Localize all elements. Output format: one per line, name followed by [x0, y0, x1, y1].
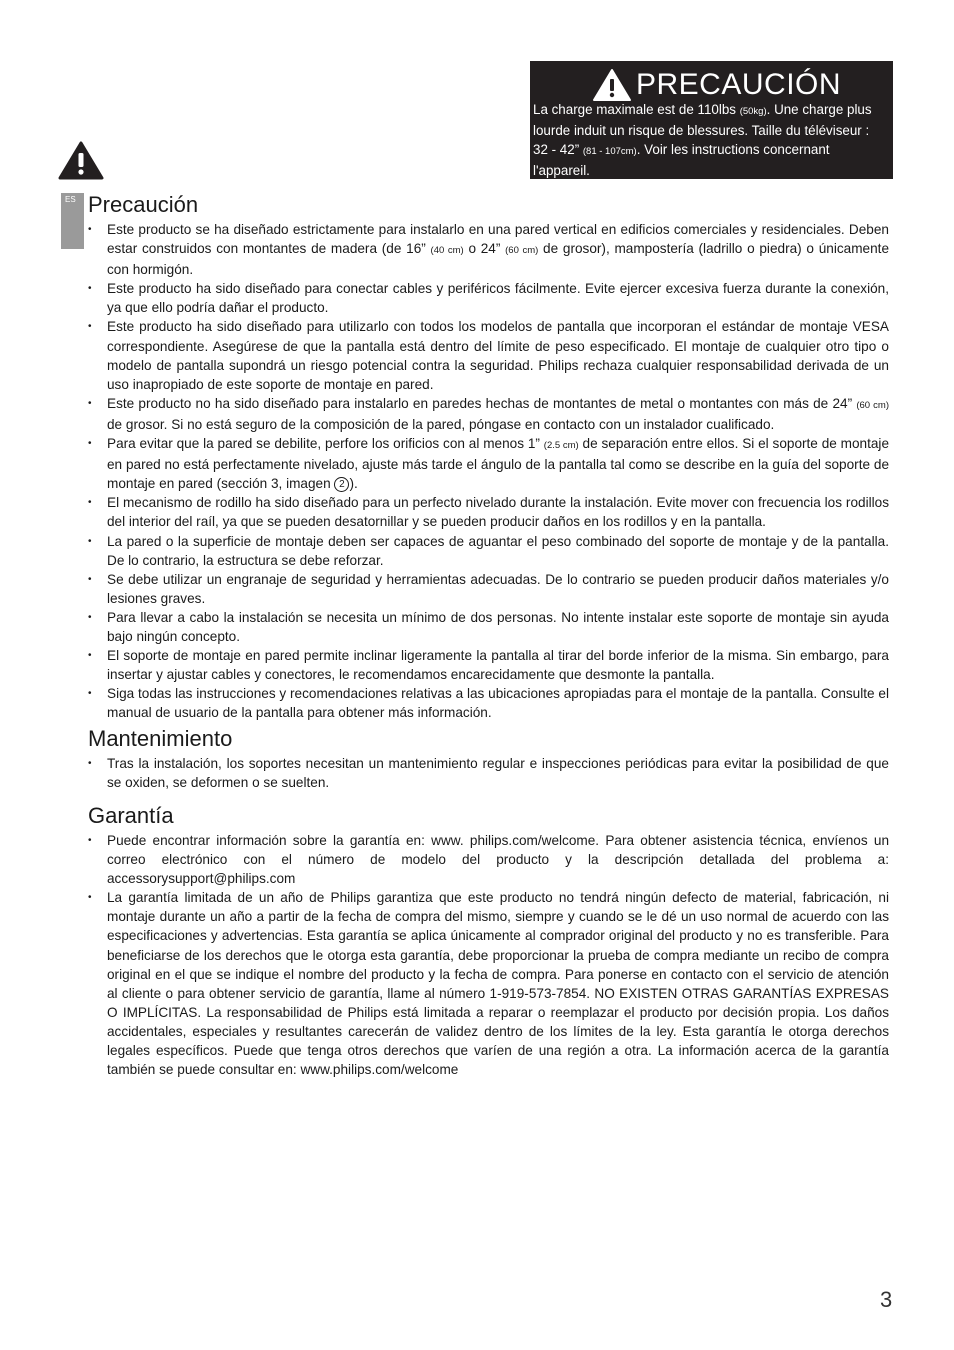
mantenimiento-list — [87, 754, 889, 792]
list-item: • La pared o la superficie de montaje deben ser capaces de aguantar el peso combinado del soporte de montaje y de la pantalla. De lo contrario, la estructura se debe reforzar. — [87, 532, 889, 570]
list-item: • El mecanismo de rodillo ha sido diseñado para un perfecto nivelado durante la instalación. Evite mover con frecuencia los rodillos del interior del raíl, ya que se pueden desatornillar y se pueden producir daños en los rodillos y en la pantalla. — [87, 493, 889, 531]
warning-box — [530, 61, 893, 179]
list-item: • Se debe utilizar un engranaje de seguridad y herramientas adecuadas. De lo contrario se pueden producir daños materiales y/o lesiones graves. — [87, 570, 889, 608]
list-item: • Para llevar a cabo la instalación se necesita un mínimo de dos personas. No intente instalar este soporte de montaje sin ayuda bajo ningún concepto. — [87, 608, 889, 646]
warning-text: La charge maximale est de 110lbs (50kg). Une charge plus lourde induit un risque de blessures. Taille du téléviseur : 32 - 42” (81 - 107cm). Voir les instructions concernant l'appareil. — [533, 102, 872, 178]
list-item: • Este producto ha sido diseñado para utilizarlo con todos los modelos de pantalla que incorporan el estándar de montaje VESA correspondiente. Asegúrese de que la pantalla está dentro del límite de peso especificado. El montaje de cualquier otro tipo o modelo de pantalla supondrá un riesgo potencial contra la seguridad. Philips rechaza cualquier responsabilidad derivada de un uso inapropiado de este soporte de montaje en pared. — [87, 317, 889, 393]
warning-triangle-icon — [592, 68, 632, 102]
precaucion-heading: Precaución — [88, 192, 199, 217]
list-item: • La garantía limitada de un año de Philips garantiza que este producto no tendrá ningún defecto de material, fabricación, ni montaje durante un año a partir de la fecha de compra del mismo, siempre y cuando se le dé un uso normal de acuerdo con las especificaciones y advertencias. Esta garantía se aplica únicamente al comprador original del producto y no es transferible. Para beneficiarse de los derechos que le otorga esta garantía, debe proporcionar la prueba de compra mediante un recibo de compra original en el que se indique el nombre del producto y la fecha de compra. Para ponerse en contacto con el servicio de atención al cliente o para obtener servicio de garantía, llame al número 1-919-573-7854. NO EXISTEN OTRAS GARANTÍAS EXPRESAS O IMPLÍCITAS. La responsabilidad de Philips está limitada a reparar o reemplazar el producto por decisión propia. Los daños accidentales, especiales y resultantes carecerán de validez dentro de los límites de la ley. Esta garantía le otorga derechos legales específicos. Puede que tenga otros derechos que varíen de una región a otra. La información acerca de la garantía también se puede consultar en: www.philips.com/welcome — [87, 888, 889, 1079]
list-item: • Puede encontrar información sobre la garantía en: www. philips.com/welcome. Para obtener asistencia técnica, envíenos un correo electrónico con el número de modelo del producto y la descripción detallada del problema a: accessorysupport@philips.com — [87, 831, 889, 888]
warning-title: PRECAUCIÓN — [636, 68, 842, 101]
figure-number-circle: 2 — [334, 477, 349, 492]
page-number: 3 — [880, 1287, 893, 1312]
list-item: • Este producto no ha sido diseñado para instalarlo en paredes hechas de montantes de metal o montantes con más de 24” (60 cm) de grosor. Si no está seguro de la composición de la pared, póngase en contacto con un instalador cualificado. — [87, 394, 889, 434]
list-item: • Este producto ha sido diseñado para conectar cables y periféricos fácilmente. Evite ejercer excesiva fuerza durante la conexión, ya que ello podría dañar el producto. — [87, 279, 889, 317]
garantia-list — [87, 831, 889, 1079]
list-item: • Para evitar que la pared se debilite, perfore los orificios con al menos 1” (2.5 cm) de separación entre ellos. Si el soporte de montaje en pared no está perfectamente nivelado, ajuste más tarde el ángulo de la pantalla tal como se describe en la guía del soporte de montaje en pared (sección 3, imagen 2 ). — [87, 434, 889, 493]
warning-triangle-icon — [58, 141, 104, 181]
precaucion-list — [87, 220, 889, 722]
list-item: • El soporte de montaje en pared permite inclinar ligeramente la pantalla al tirar del borde inferior de la misma. Sin embargo, para insertar y ajustar cables y conectores, le recomendamos encarecidamente que desmonte la pantalla. — [87, 646, 889, 684]
mantenimiento-heading: Mantenimiento — [88, 726, 233, 751]
list-item: • Este producto se ha diseñado estrictamente para instalarlo en una pared vertical en edificios comerciales y residenciales. Deben estar construidos con montantes de madera (de 16” (40 cm) o 24” (60 cm) de grosor), mampostería (ladrillo o piedra) o únicamente con hormigón. — [87, 220, 889, 279]
list-item: • Tras la instalación, los soportes necesitan un mantenimiento regular e inspecciones periódicas para evitar la posibilidad de que se oxiden, se deformen o se suelten. — [87, 754, 889, 792]
garantia-heading: Garantía — [88, 803, 174, 828]
list-item: • Siga todas las instrucciones y recomendaciones relativas a las ubicaciones apropiadas para el montaje de la pantalla. Consulte el manual de usuario de la pantalla para obtener más información. — [87, 684, 889, 722]
language-tab: ES — [61, 193, 84, 249]
